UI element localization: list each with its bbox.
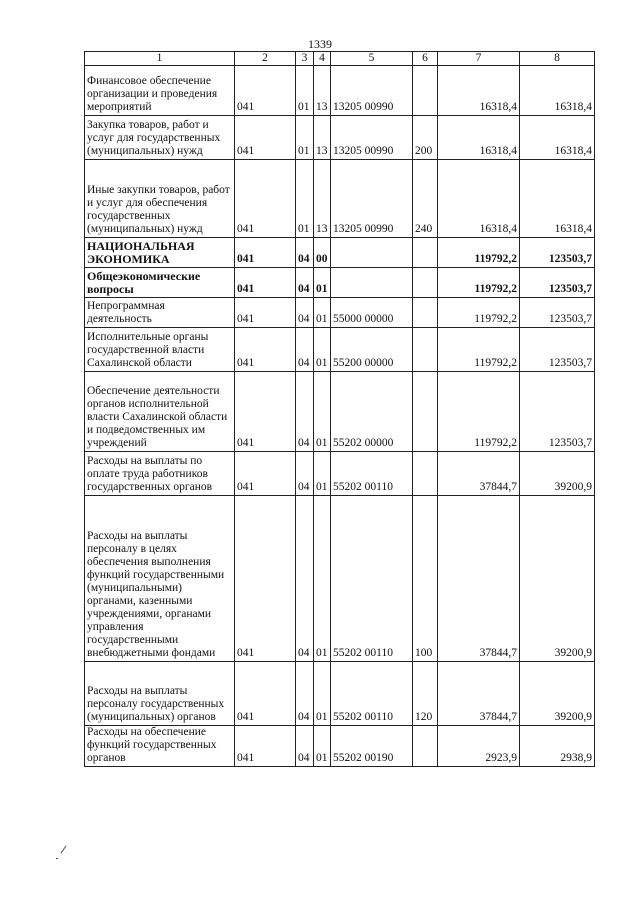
row-name-cell: Финансовое обеспечение организации и проведения мероприятий [85,66,235,116]
table-row [85,160,595,238]
target-article-cell: 55202 00190 [331,726,413,767]
target-article-cell [331,238,413,268]
scan-mark [56,858,58,859]
subsection-cell: 01 [314,328,331,372]
expense-type-cell [413,238,438,268]
expense-type-cell: 200 [413,116,438,160]
section-cell: 04 [296,298,314,328]
table-row [85,662,595,726]
subsection-cell: 00 [314,238,331,268]
subsection-cell: 01 [314,298,331,328]
row-name-cell: Закупка товаров, работ и услуг для государственных (муниципальных) нужд [85,116,235,160]
row-name-cell: Расходы на выплаты по оплате труда работников государственных органов [85,452,235,496]
amount-year2-cell: 16318,4 [520,160,595,238]
amount-year2-cell: 123503,7 [520,328,595,372]
budget-table [84,51,595,767]
target-article-cell: 55202 00110 [331,452,413,496]
target-article-cell: 55000 00000 [331,298,413,328]
admin-code-cell: 041 [235,662,296,726]
table-row [85,116,595,160]
admin-code-cell: 041 [235,160,296,238]
section-cell: 01 [296,160,314,238]
section-cell: 04 [296,328,314,372]
table-row [85,328,595,372]
expense-type-cell [413,726,438,767]
subsection-cell: 01 [314,662,331,726]
header-cell: 5 [331,52,413,66]
amount-year1-cell: 37844,7 [438,662,520,726]
target-article-cell: 13205 00990 [331,116,413,160]
section-cell: 01 [296,116,314,160]
admin-code-cell: 041 [235,66,296,116]
section-cell: 04 [296,726,314,767]
expense-type-cell [413,66,438,116]
section-cell: 04 [296,372,314,452]
amount-year1-cell: 37844,7 [438,452,520,496]
section-cell: 04 [296,662,314,726]
table-row [85,238,595,268]
header-cell: 3 [296,52,314,66]
admin-code-cell: 041 [235,372,296,452]
table-row [85,268,595,298]
section-cell: 04 [296,452,314,496]
amount-year2-cell: 16318,4 [520,116,595,160]
section-cell: 01 [296,66,314,116]
amount-year1-cell: 16318,4 [438,116,520,160]
amount-year1-cell: 16318,4 [438,66,520,116]
admin-code-cell: 041 [235,726,296,767]
amount-year1-cell: 119792,2 [438,328,520,372]
subsection-cell: 01 [314,452,331,496]
admin-code-cell: 041 [235,452,296,496]
amount-year1-cell: 119792,2 [438,238,520,268]
row-name-cell: Общеэкономические вопросы [85,268,235,298]
amount-year2-cell: 39200,9 [520,452,595,496]
subsection-cell: 13 [314,66,331,116]
section-cell: 04 [296,496,314,662]
row-name-cell: Непрограммная деятельность [85,298,235,328]
target-article-cell: 13205 00990 [331,66,413,116]
amount-year1-cell: 37844,7 [438,496,520,662]
admin-code-cell: 041 [235,496,296,662]
subsection-cell: 13 [314,116,331,160]
table-header-row [85,52,595,66]
subsection-cell: 13 [314,160,331,238]
budget-table-body [85,52,595,767]
admin-code-cell: 041 [235,328,296,372]
table-row [85,726,595,767]
expense-type-cell [413,452,438,496]
row-name-cell: Иные закупки товаров, работ и услуг для обеспечения государственных (муниципальных) нужд [85,160,235,238]
table-row [85,496,595,662]
amount-year1-cell: 119792,2 [438,268,520,298]
amount-year1-cell: 119792,2 [438,372,520,452]
amount-year2-cell: 123503,7 [520,298,595,328]
table-row [85,66,595,116]
table-row [85,372,595,452]
expense-type-cell: 120 [413,662,438,726]
header-cell: 4 [314,52,331,66]
row-name-cell: Обеспечение деятельности органов исполнительной власти Сахалинской области и подведомственных им учреждений [85,372,235,452]
header-cell: 7 [438,52,520,66]
amount-year1-cell: 2923,9 [438,726,520,767]
header-cell: 2 [235,52,296,66]
row-name-cell: Исполнительные органы государственной власти Сахалинской области [85,328,235,372]
target-article-cell: 55202 00000 [331,372,413,452]
amount-year2-cell: 39200,9 [520,662,595,726]
table-row [85,452,595,496]
amount-year2-cell: 16318,4 [520,66,595,116]
amount-year2-cell: 123503,7 [520,268,595,298]
section-cell: 04 [296,268,314,298]
amount-year2-cell: 123503,7 [520,238,595,268]
section-cell: 04 [296,238,314,268]
amount-year2-cell: 2938,9 [520,726,595,767]
row-name-cell: Расходы на выплаты персоналу государственных (муниципальных) органов [85,662,235,726]
subsection-cell: 01 [314,496,331,662]
amount-year1-cell: 16318,4 [438,160,520,238]
subsection-cell: 01 [314,372,331,452]
expense-type-cell [413,372,438,452]
row-name-cell: Расходы на обеспечение функций государственных органов [85,726,235,767]
admin-code-cell: 041 [235,298,296,328]
target-article-cell [331,268,413,298]
target-article-cell: 55200 00000 [331,328,413,372]
table-row [85,298,595,328]
header-cell: 6 [413,52,438,66]
header-cell: 1 [85,52,235,66]
header-cell: 8 [520,52,595,66]
expense-type-cell [413,328,438,372]
row-name-cell: НАЦИОНАЛЬНАЯ ЭКОНОМИКА [85,238,235,268]
expense-type-cell: 100 [413,496,438,662]
scan-mark [61,846,67,854]
amount-year2-cell: 123503,7 [520,372,595,452]
expense-type-cell [413,268,438,298]
row-name-cell: Расходы на выплаты персоналу в целях обеспечения выполнения функций государственными (муниципальными) органами, казенными учреждениями, органами управления государственными внебюджетными фондами [85,496,235,662]
target-article-cell: 55202 00110 [331,496,413,662]
subsection-cell: 01 [314,726,331,767]
expense-type-cell: 240 [413,160,438,238]
amount-year1-cell: 119792,2 [438,298,520,328]
admin-code-cell: 041 [235,238,296,268]
expense-type-cell [413,298,438,328]
admin-code-cell: 041 [235,268,296,298]
admin-code-cell: 041 [235,116,296,160]
target-article-cell: 13205 00990 [331,160,413,238]
target-article-cell: 55202 00110 [331,662,413,726]
amount-year2-cell: 39200,9 [520,496,595,662]
subsection-cell: 01 [314,268,331,298]
page-number: 1339 [308,37,332,51]
